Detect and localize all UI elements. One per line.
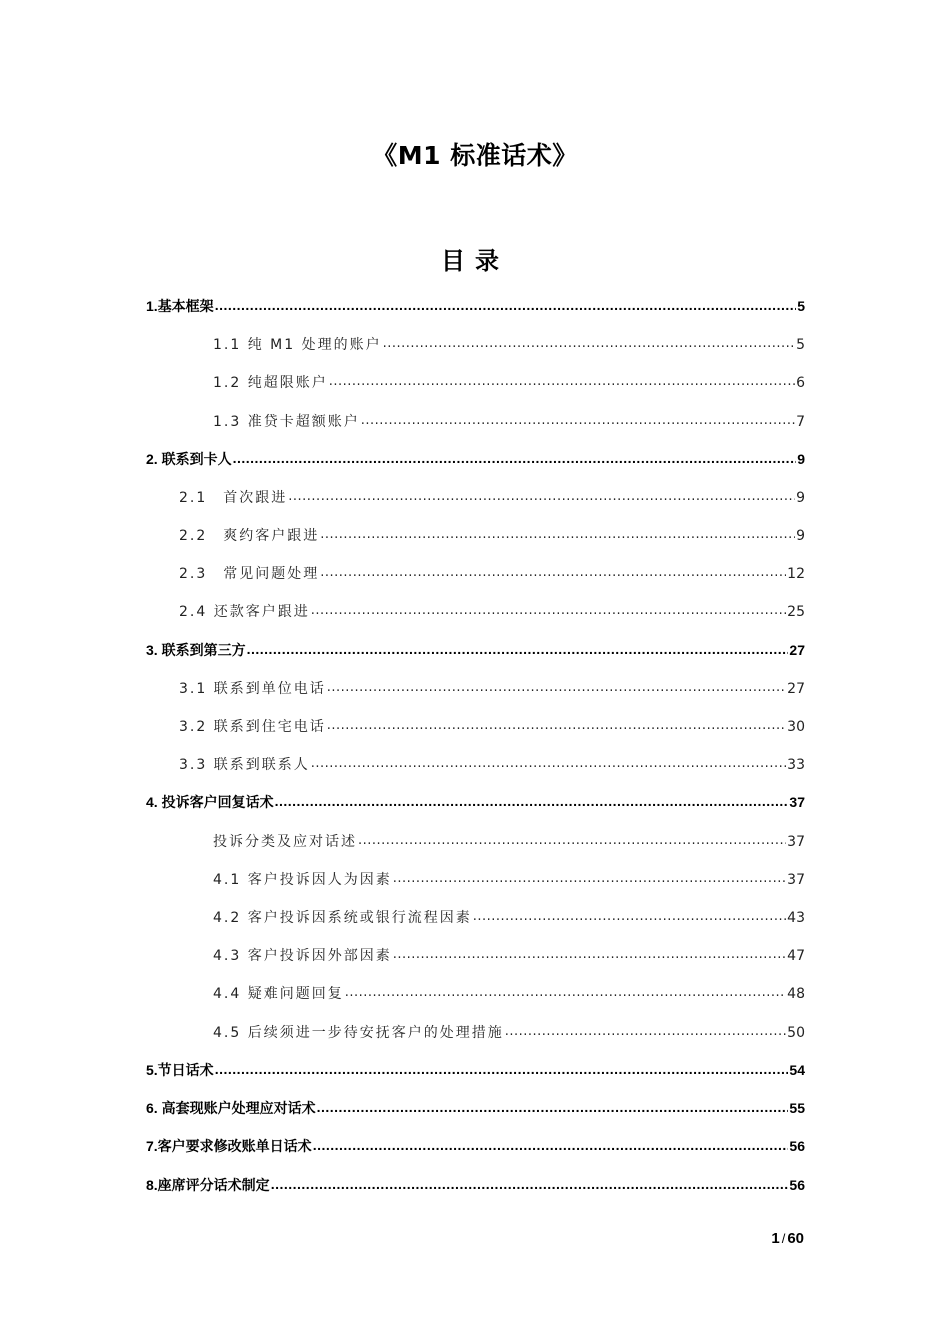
toc-entry-page-number: 27 [787,681,805,697]
toc-dot-leader [320,526,795,540]
toc-entry-section[interactable] [179,754,805,774]
toc-entry-label: 1.2 纯超限账户 [213,375,328,391]
toc-entry-label: 8.座席评分话术制定 [146,1177,270,1193]
toc-dot-leader [393,946,786,960]
toc-entry-label: 6. 高套现账户处理应对话术 [146,1100,316,1116]
toc-entry-section[interactable] [179,525,805,545]
toc-entry-section[interactable] [179,678,805,698]
toc-dot-leader [271,1176,789,1190]
toc-entry-label: 2.4 还款客户跟进 [179,604,310,620]
toc-entry-page-number: 56 [789,1177,805,1193]
toc-entry-section[interactable] [213,869,805,889]
toc-entry-label: 1.基本框架 [146,298,214,314]
toc-entry-section[interactable] [179,563,805,583]
toc-entry-page-number: 5 [796,337,805,353]
toc-entry-section[interactable] [213,831,805,851]
toc-dot-leader [215,1061,789,1075]
toc-entry-section[interactable] [213,372,805,392]
toc-dot-leader [327,717,786,731]
toc-entry-page-number: 5 [797,298,805,314]
toc-entry-label: 5.节日话术 [146,1062,214,1078]
toc-heading: 目录 [441,247,509,275]
toc-entry-section[interactable] [213,334,805,354]
toc-dot-leader [358,832,786,846]
toc-dot-leader [393,870,786,884]
toc-entry-label: 1.3 准贷卡超额账户 [213,414,360,430]
document-title: 《M1 标准话术》 [372,141,578,170]
toc-dot-leader [313,1137,789,1151]
toc-entry-label: 3. 联系到第三方 [146,642,246,658]
toc-dot-leader [317,1099,789,1113]
toc-entry-page-number: 54 [789,1062,805,1078]
toc-entry-page-number: 9 [796,490,805,506]
toc-entry-section[interactable] [213,945,805,965]
total-pages: 60 [787,1230,804,1247]
toc-dot-leader [473,908,786,922]
toc-entry-page-number: 9 [797,451,805,467]
toc-entry-label: 2.2 爽约客户跟进 [179,528,320,544]
toc-entry-section[interactable] [213,983,805,1003]
toc-entry-label: 4.2 客户投诉因系统或银行流程因素 [213,910,472,926]
toc-dot-leader [275,793,789,807]
toc-entry-page-number: 37 [787,834,805,850]
toc-entry-section[interactable] [179,601,805,621]
toc-entry-page-number: 25 [787,604,805,620]
toc-entry-label: 4.5 后续须进一步待安抚客户的处理措施 [213,1025,504,1041]
toc-entry-section[interactable] [179,716,805,736]
toc-entry-page-number: 37 [789,794,805,810]
toc-entry-chapter[interactable] [146,1098,805,1118]
toc-dot-leader [505,1023,786,1037]
toc-dot-leader [247,641,789,655]
toc-entry-page-number: 9 [796,528,805,544]
toc-dot-leader [288,488,795,502]
toc-dot-leader [327,679,786,693]
toc-entry-label: 4.3 客户投诉因外部因素 [213,948,392,964]
toc-dot-leader [311,755,786,769]
page-number-footer [771,1230,804,1247]
toc-dot-leader [361,412,795,426]
toc-entry-chapter[interactable] [146,1175,805,1195]
page-separator: / [781,1231,786,1246]
toc-entry-chapter[interactable] [146,640,805,660]
toc-entry-label: 3.3 联系到联系人 [179,757,310,773]
toc-dot-leader [233,450,797,464]
toc-entry-chapter[interactable] [146,296,805,316]
toc-entry-label: 2.3 常见问题处理 [179,566,320,582]
toc-entry-page-number: 6 [796,375,805,391]
toc-entry-chapter[interactable] [146,792,805,812]
toc-entry-section[interactable] [213,907,805,927]
toc-entry-label: 投诉分类及应对话述 [213,834,357,850]
toc-entry-page-number: 7 [796,414,805,430]
toc-entry-page-number: 30 [787,719,805,735]
toc-dot-leader [345,984,786,998]
current-page-number: 1 [771,1230,780,1247]
toc-dot-leader [329,373,795,387]
toc-dot-leader [320,564,786,578]
toc-entry-label: 4.1 客户投诉因人为因素 [213,872,392,888]
toc-entry-chapter[interactable] [146,1060,805,1080]
toc-entry-label: 3.1 联系到单位电话 [179,681,326,697]
toc-entry-page-number: 56 [789,1138,805,1154]
toc-entry-page-number: 50 [787,1025,805,1041]
toc-entry-section[interactable] [179,487,805,507]
toc-entry-label: 3.2 联系到住宅电话 [179,719,326,735]
toc-entry-label: 4. 投诉客户回复话术 [146,794,274,810]
toc-entry-page-number: 55 [789,1100,805,1116]
toc-entry-label: 2. 联系到卡人 [146,451,232,467]
toc-dot-leader [311,602,786,616]
toc-dot-leader [383,335,795,349]
toc-entry-section[interactable] [213,1022,805,1042]
toc-entry-chapter[interactable] [146,1136,805,1156]
toc-entry-page-number: 33 [787,757,805,773]
toc-entry-page-number: 43 [787,910,805,926]
toc-entry-label: 7.客户要求修改账单日话术 [146,1138,312,1154]
toc-entry-chapter[interactable] [146,449,805,469]
toc-entry-section[interactable] [213,411,805,431]
toc-entry-page-number: 12 [787,566,805,582]
toc-entry-page-number: 48 [787,986,805,1002]
toc-entry-page-number: 37 [787,872,805,888]
toc-entry-page-number: 27 [789,642,805,658]
toc-entry-label: 4.4 疑难问题回复 [213,986,344,1002]
toc-entry-page-number: 47 [787,948,805,964]
toc-entry-label: 2.1 首次跟进 [179,490,288,506]
toc-entry-label: 1.1 纯 M1 处理的账户 [213,337,382,353]
toc-dot-leader [215,297,797,311]
